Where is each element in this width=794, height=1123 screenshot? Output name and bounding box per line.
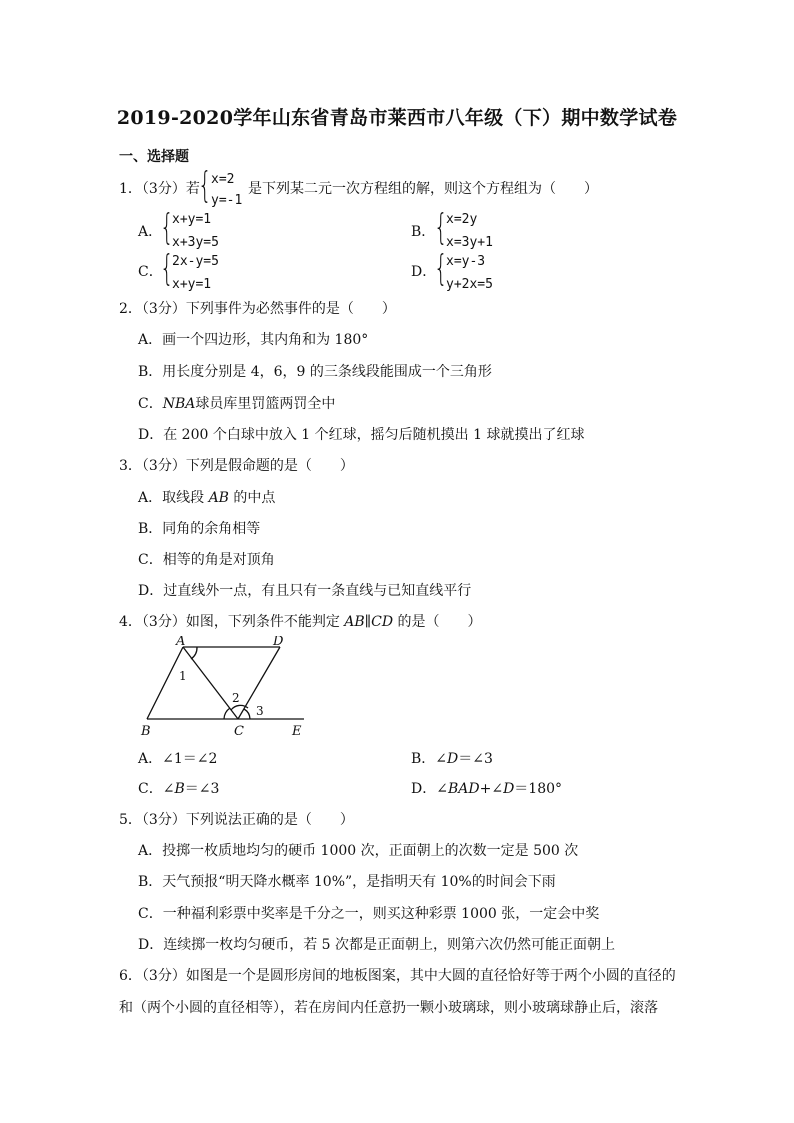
q4-stem-pre: 4．（3分）如图，下列条件不能判定 (119, 614, 345, 630)
q2-option-c (138, 395, 335, 413)
q4-stem-post: 的是（ ） (393, 614, 482, 630)
q1-option-a-brace: { (160, 207, 174, 248)
q1-option-b-label: B． (411, 224, 436, 240)
q4-option-c-pre: C．∠ (138, 781, 175, 797)
q4-option-b (411, 750, 493, 768)
q3-option-a (138, 489, 275, 507)
segment-ab (147, 647, 183, 719)
q4-option-d-mid: +∠ (479, 781, 504, 797)
q2-option-c-label: C． (138, 396, 163, 412)
q1-suffix: 是下列某二元一次方程组的解，则这个方程组为（ ） (248, 181, 598, 197)
exam-title: 2019-2020学年山东省青岛市莱西市八年级（下）期中数学试卷 (116, 107, 678, 129)
q4-stem-abcd: AB∥CD (344, 614, 394, 630)
q6-line-2: 和（两个小圆的直径相等），若在房间内任意扔一颗小玻璃球，则小玻璃球静止后，滚落 (119, 1000, 658, 1016)
q1-option-c-label: C． (138, 264, 163, 280)
q1-option-b-eq2: x=3y+1 (446, 235, 493, 250)
label-angle-3: 3 (256, 704, 264, 718)
q2-stem: 2．（3分）下列事件为必然事件的是（ ） (119, 301, 396, 317)
q4-option-c (138, 780, 219, 798)
q4-geometry-figure (130, 636, 320, 740)
label-d: D (273, 636, 284, 649)
q4-stem (119, 613, 482, 631)
label-e: E (292, 724, 302, 739)
q1-given-eq2: y=-1 (211, 193, 243, 208)
angle-1-arc (191, 647, 197, 659)
q1-option-a-label: A． (138, 224, 163, 240)
q4-option-b-pre: B．∠ (411, 751, 448, 767)
q3-stem: 3．（3分）下列是假命题的是（ ） (119, 458, 354, 474)
q2-option-b: B．用长度分别是 4，6，9 的三条线段能围成一个三角形 (138, 364, 492, 380)
q3-option-b: B．同角的余角相等 (138, 521, 261, 537)
label-b: B (141, 724, 151, 739)
q4-option-b-post: ＝∠3 (458, 751, 493, 767)
q6-line-1: 6．（3分）如图是一个是圆形房间的地板图案，其中大圆的直径恰好等于两个小圆的直径的 (119, 968, 676, 984)
q3-option-c: C．相等的角是对顶角 (138, 552, 275, 568)
q4-option-c-post: ＝∠3 (184, 781, 220, 797)
q1-given-eq1: x=2 (211, 172, 235, 187)
q4-option-a: A．∠1＝∠2 (138, 751, 218, 767)
q4-option-c-b: B (174, 781, 185, 797)
angle-2-arc (224, 708, 230, 719)
q1-option-a-eq2: x+3y=5 (172, 235, 219, 250)
q3-option-a-pre: A．取线段 (138, 490, 209, 506)
q5-option-d: D．连续掷一枚均匀硬币，若 5 次都是正面朝上，则第六次仍然可能正面朝上 (138, 937, 616, 953)
q1-option-d-brace: { (434, 248, 448, 289)
q1-option-c-eq2: x+y=1 (172, 277, 212, 292)
q2-option-c-nba: NBA (162, 396, 196, 412)
q5-option-b: B．天气预报“明天降水概率 10%”，是指明天有 10%的时间会下雨 (138, 874, 556, 890)
q2-option-c-text: 球员库里罚篮两罚全中 (195, 396, 336, 412)
q3-option-a-post: 的中点 (228, 490, 276, 506)
q4-option-b-d: D (447, 751, 459, 767)
q4-option-d-pre: D．∠ (411, 781, 448, 797)
q1-option-d-eq1: x=y-3 (446, 254, 486, 269)
q1-option-d-label: D． (411, 264, 437, 280)
label-a: A (176, 636, 186, 649)
q5-option-c: C．一种福利彩票中奖率是千分之一，则买这种彩票 1000 张，一定会中奖 (138, 906, 600, 922)
q3-option-d: D．过直线外一点，有且只有一条直线与已知直线平行 (138, 583, 472, 599)
q1-option-c-eq1: 2x-y=5 (172, 254, 219, 269)
q2-option-d: D．在 200 个白球中放入 1 个红球，摇匀后随机摸出 1 球就摸出了红球 (138, 427, 585, 443)
q1-brace: { (198, 165, 212, 206)
section-heading: 一、选择题 (119, 149, 189, 165)
q1-option-b-brace: { (434, 207, 448, 248)
q2-option-a: A．画一个四边形，其内角和为 180° (138, 332, 369, 348)
q4-option-d-bad: BAD (447, 781, 480, 797)
label-angle-2: 2 (232, 691, 240, 705)
q1-option-d-eq2: y+2x=5 (446, 277, 493, 292)
label-c: C (234, 724, 244, 739)
q4-option-d (411, 780, 562, 798)
label-angle-1: 1 (179, 669, 187, 683)
q1-prefix: 1．（3分）若 (119, 181, 200, 197)
q3-option-a-ab: AB (208, 490, 229, 506)
angle-3-arc (244, 709, 250, 719)
q4-option-d-post: ＝180° (514, 781, 563, 797)
q1-option-c-brace: { (160, 248, 174, 289)
q1-option-a-eq1: x+y=1 (172, 212, 212, 227)
q5-option-a: A．投掷一枚质地均匀的硬币 1000 次，正面朝上的次数一定是 500 次 (138, 843, 579, 859)
q1-option-b-eq1: x=2y (446, 212, 478, 227)
q4-option-d-d: D (503, 781, 515, 797)
q5-stem: 5．（3分）下列说法正确的是（ ） (119, 812, 354, 828)
